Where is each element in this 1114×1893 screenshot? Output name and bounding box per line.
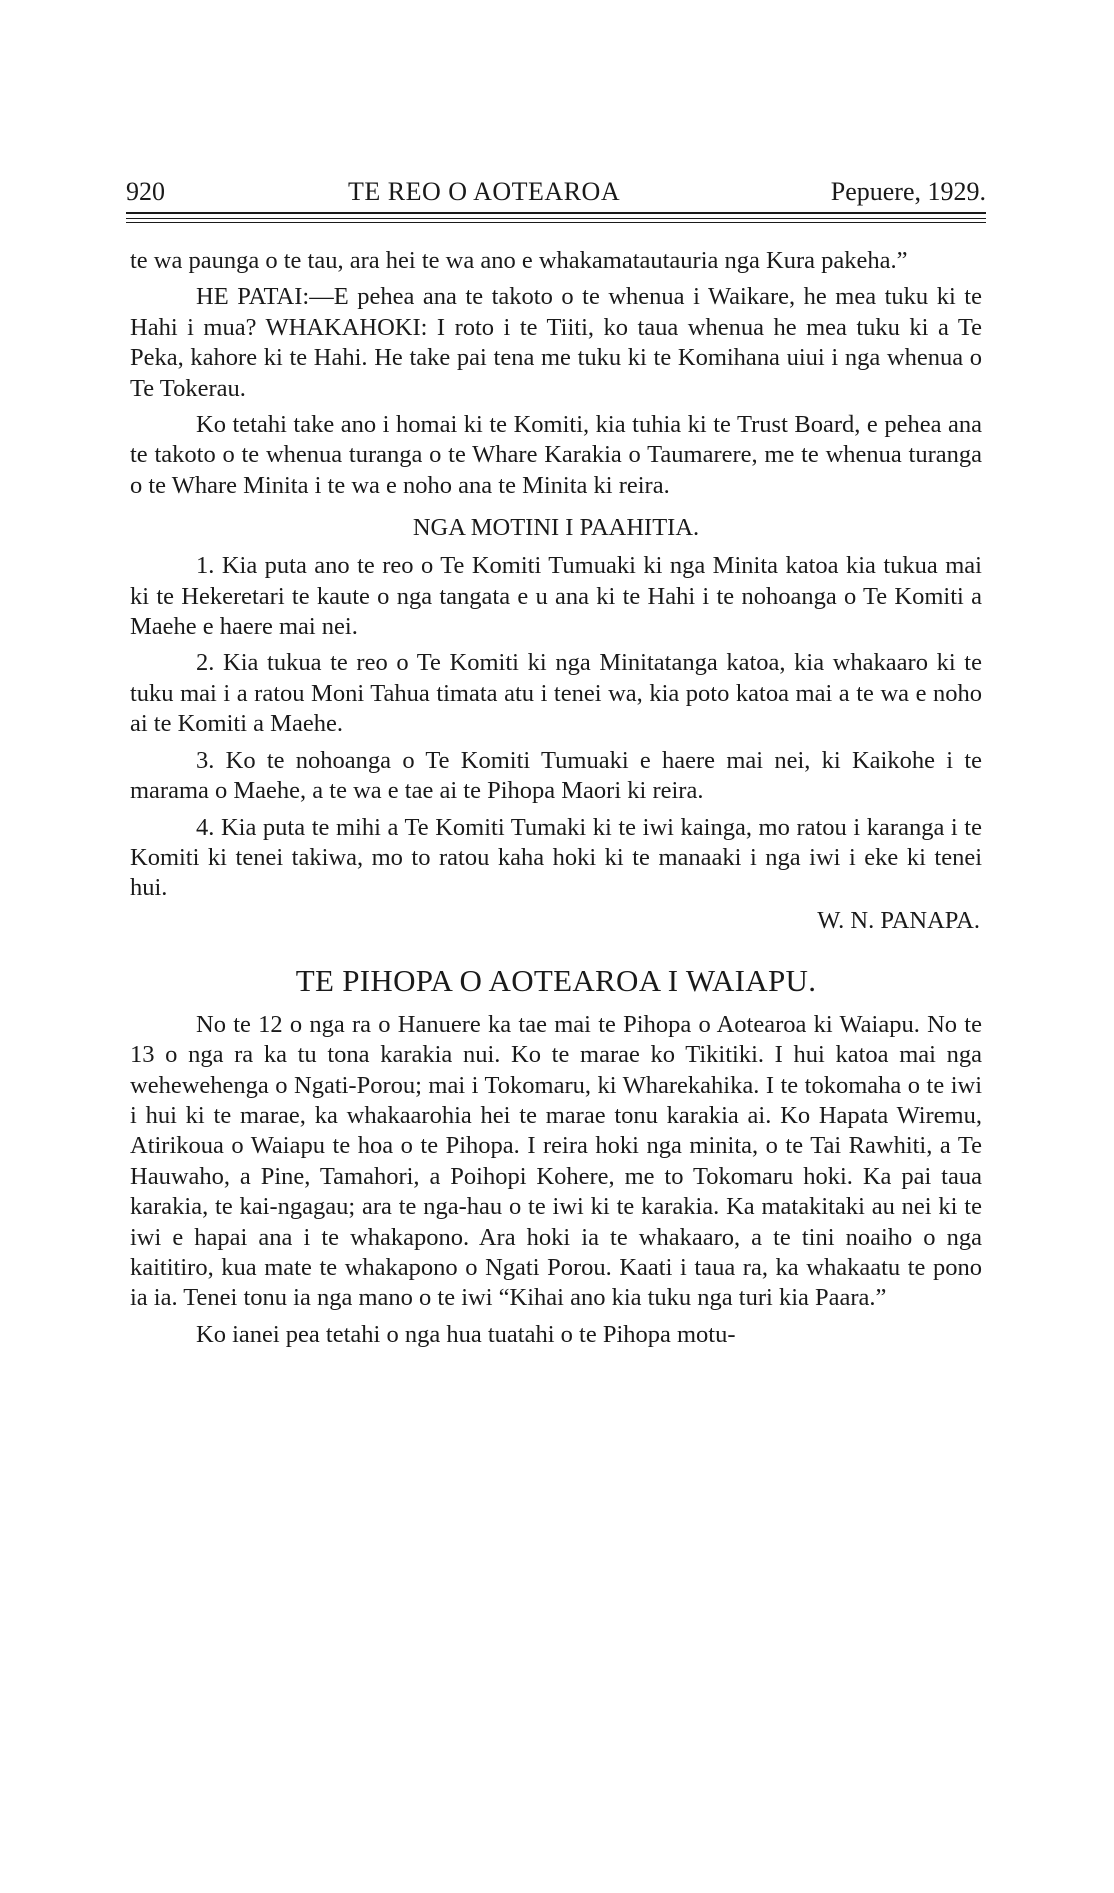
issue-date: Pepuere, 1929. <box>830 177 986 206</box>
page-body <box>130 246 982 1350</box>
paragraph-bishop-visit: No te 12 o nga ra o Hanuere ka tae mai te Pihopa o Aotearoa ki Waiapu. No te 13 o nga ra ka tu tona karakia nui. Ko te marae ko Tikitiki. I hui katoa mai nga wehewehenga o Ngati-Porou; mai i Tokomaru, ki Wharekahika. I te tokomaha o te iwi i hui ki te marae, ka whakaarohia hei te marae tonu karakia ai. Ko Hapata Wiremu, Atirikoua o Waiapu te hoa o te Pihopa. I reira hoki nga minita, o te Tai Rawhiti, a Te Hauwaho, a Pine, Tamahori, a Poihopi Kohere, me to Tokomaru hoki. Ka pai taua karakia, te kai-ngagau; ara te nga-hau o te iwi ki te karakia. Ka matakitaki au nei ki te iwi e hapai ana i te whakapono. Ara hoki ia te whakaaro, a te tini noaiho o nga kaititiro, kua mate te whakapono o Ngati Porou. Kaati i taua ra, ka whakaatu te pono ia ia. Tenei tonu ia nga mano o te iwi “Kihai ano kia tuku nga turi kia Paara.” <box>130 1010 982 1312</box>
article-committee-report <box>130 246 982 936</box>
motion-item: 1. Kia puta ano te reo o Te Komiti Tumuaki ki nga Minita katoa kia tukua mai ki te Hekeretari te kaute o nga tangata e u ana ki te Hahi i te nohoanga o Te Komiti a Maehe e haere mai nei. <box>130 552 982 641</box>
paragraph-continuation: te wa paunga o te tau, ara hei te wa ano e whakamatautauria nga Kura pakeha.” <box>130 247 908 274</box>
motion-item: 4. Kia puta te mihi a Te Komiti Tumaki ki te iwi kainga, mo ratou i karanga i te Komiti ki tenei takiwa, mo to ratou kaha hoki ki te manaaki i nga iwi i eke ki tenei hui. <box>130 813 982 902</box>
header-rule-top <box>126 212 986 214</box>
header-rule-middle <box>126 218 986 219</box>
motion-item: 2. Kia tukua te reo o Te Komiti ki nga Minitatanga katoa, kia whakaaro ki te tuku mai i a ratou Moni Tahua timata atu i tenei wa, kia poto katoa mai a te wa e noho ai te Komiti a Maehe. <box>130 649 982 738</box>
motions-heading: NGA MOTINI I PAAHITIA. <box>412 514 700 542</box>
page-number: 920 <box>126 177 165 206</box>
paragraph-trust-board: Ko tetahi take ano i homai ki te Komiti, kia tuhia ki te Trust Board, e pehea ana te takoto o te whenua turanga o te Whare Karakia o Taumarere, me te whenua turanga o te Whare Minita i te wa e noho ana te Minita ki reira. <box>130 411 982 499</box>
paragraph-continues: Ko ianei pea tetahi o nga hua tuatahi o te Pihopa motu- <box>196 1320 736 1348</box>
article-bishop-waiapu <box>130 962 982 1350</box>
running-header <box>126 174 986 210</box>
article-title: TE PIHOPA O AOTEAROA I WAIAPU. <box>295 962 817 998</box>
motion-item: 3. Ko te nohoanga o Te Komiti Tumuaki e haere mai nei, ki Kaikohe i te marama o Maehe, a te wa e tae ai te Pihopa Maori ki reira. <box>130 746 982 805</box>
journal-title: TE REO O AOTEAROA <box>348 177 621 206</box>
paragraph-question: HE PATAI:—E pehea ana te takoto o te whenua i Waikare, he mea tuku ki te Hahi i mua? WHAKAHOKI: I roto i te Tiiti, ko taua whenua he mea tuku ki a Te Peka, kahore ki te Hahi. He take pai tena me tuku ki te Komihana uiui i nga whenua o Te Tokerau. <box>130 283 982 402</box>
signature: W. N. PANAPA. <box>817 906 980 934</box>
header-rule-bottom <box>126 222 986 223</box>
